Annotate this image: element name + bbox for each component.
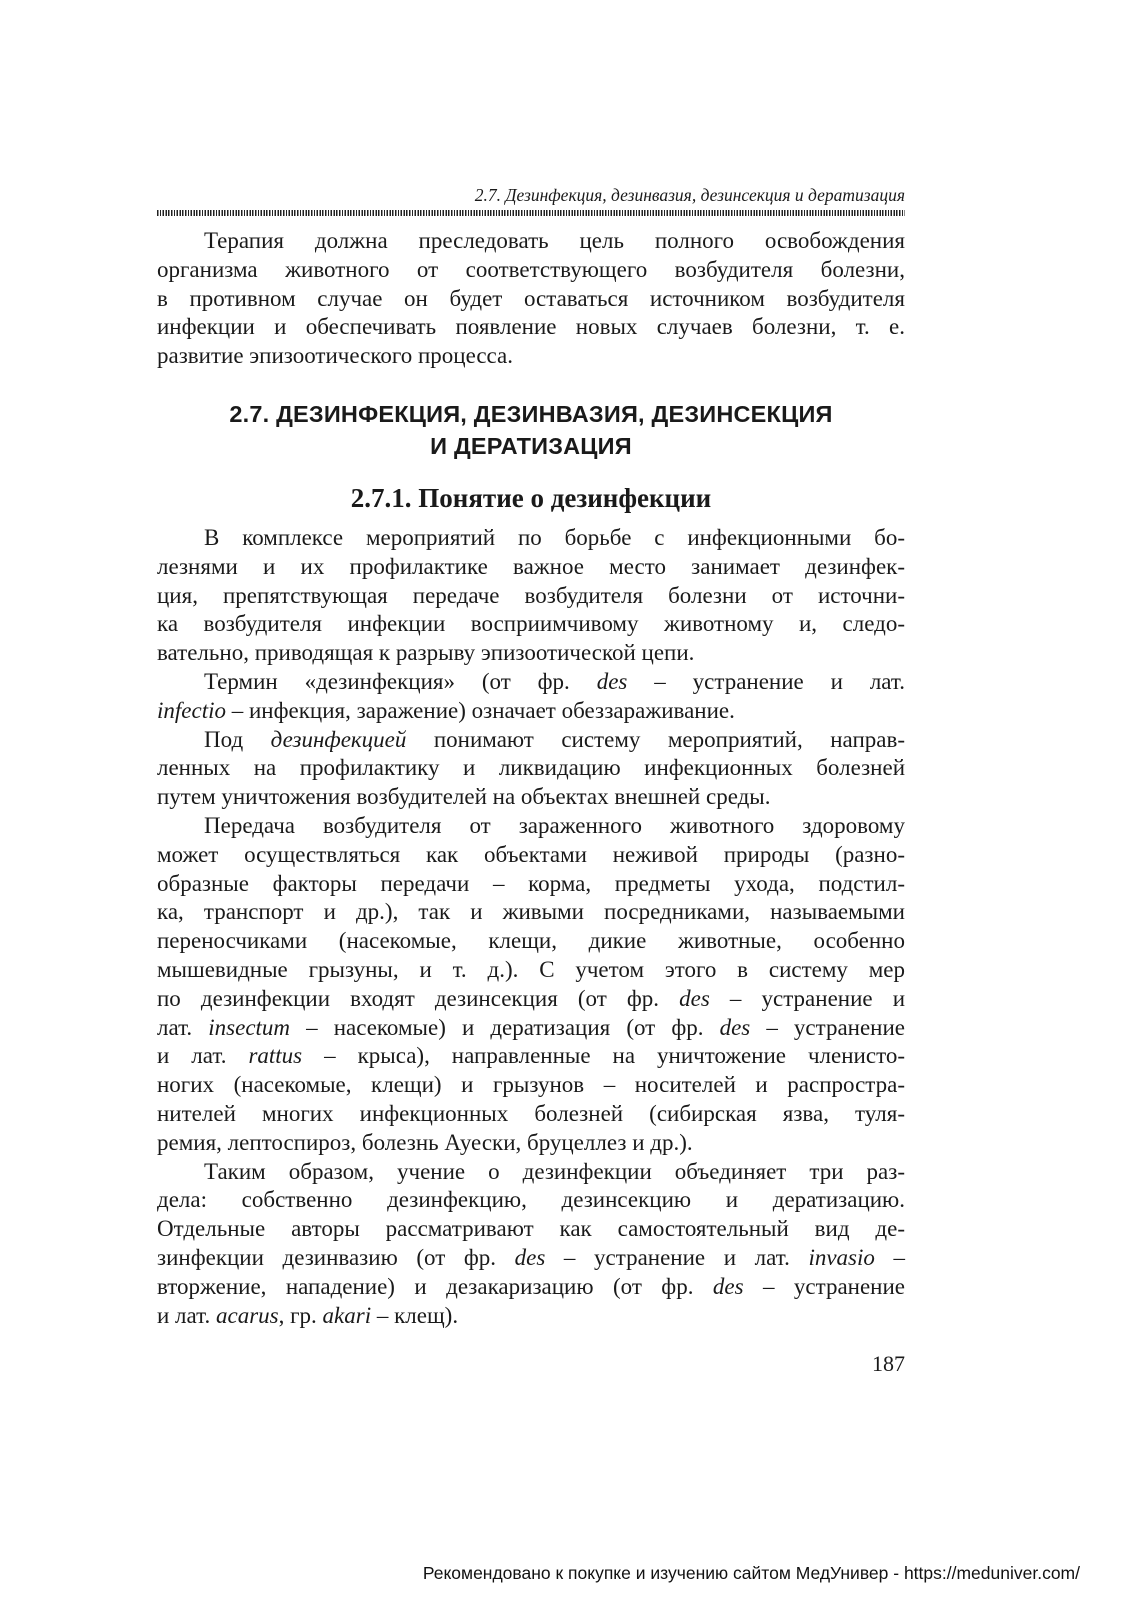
text-line: и лат. rattus – крыса), направленные на уничтожение членисто- [157, 1043, 905, 1069]
text-line: ногих (насекомые, клещи) и грызунов – носителей и распростра- [157, 1072, 905, 1098]
latin-term: des [514, 1244, 546, 1270]
header-rule [157, 210, 905, 216]
text-line: ка, транспорт и др.), так и живыми посредниками, называемыми [157, 899, 905, 925]
text-line: может осуществляться как объектами неживой природы (разно- [157, 841, 905, 867]
latin-term: infectio [157, 697, 226, 723]
latin-term: invasio [808, 1244, 875, 1270]
latin-term: insectum [208, 1014, 291, 1040]
section-heading [157, 398, 905, 462]
text-line: Терапия должна преследовать цель полного освобождения [204, 228, 905, 253]
text-line: нителей многих инфекционных болезней (сибирская язва, туля- [157, 1100, 905, 1126]
latin-term: des [596, 668, 628, 694]
page-number: 187 [872, 1351, 905, 1376]
text-line: ка возбудителя инфекции восприимчивому животному и, следо- [157, 611, 905, 637]
text-line: мышевидные грызуны, и т. д.). С учетом этого в систему мер [157, 956, 905, 982]
text-line: образные факторы передачи – корма, предметы ухода, подстил- [157, 870, 905, 896]
text-line: Передача возбудителя от зараженного животного здоровому [204, 812, 905, 838]
subsection-heading: 2.7.1. Понятие о дезинфекции [350, 483, 712, 513]
text-line: организма животного от соответствующего возбудителя болезни, [157, 256, 905, 282]
text-line: инфекции и обеспечивать появление новых случаев болезни, т. е. [157, 314, 905, 340]
latin-term: acarus [215, 1302, 279, 1328]
text-line: ция, препятствующая передаче возбудителя болезни от источни- [157, 582, 905, 608]
text-line: ленных на профилактику и ликвидацию инфекционных болезней [157, 755, 905, 781]
text-line: Отдельные авторы рассматривают как самостоятельный вид де- [157, 1216, 905, 1242]
section-heading-line: И ДЕРАТИЗАЦИЯ [430, 433, 632, 459]
text-line: развитие эпизоотического процесса. [157, 343, 514, 369]
text-line: В комплексе мероприятий по борьбе с инфекционными бо- [204, 525, 905, 550]
latin-term: des [719, 1014, 751, 1040]
greek-term: akari [322, 1302, 372, 1328]
body-text [157, 524, 905, 1330]
intro-paragraph [157, 227, 905, 371]
text-line: Термин «дезинфекция» (от фр. des – устранение и лат. [204, 668, 905, 694]
latin-term: des [712, 1273, 744, 1299]
text-line: переносчиками (насекомые, клещи, дикие животные, особенно [157, 928, 905, 954]
emphasized-term: дезинфекцией [270, 726, 407, 752]
text-line: infectio – инфекция, заражение) означает обеззараживание. [157, 697, 735, 723]
section-heading-line: 2.7. ДЕЗИНФЕКЦИЯ, ДЕЗИНВАЗИЯ, ДЕЗИНСЕКЦИЯ [229, 401, 833, 427]
text-line: в противном случае он будет оставаться источником возбудителя [157, 285, 905, 311]
text-line: по дезинфекции входят дезинсекция (от фр. des – устранение и [157, 985, 906, 1011]
latin-term: rattus [248, 1043, 303, 1069]
text-line: зинфекции дезинвазию (от фр. des – устранение и лат. invasio – [157, 1244, 905, 1270]
text-line: Под дезинфекцией понимают систему мероприятий, направ- [204, 726, 905, 752]
text-line: вательно, приводящая к разрыву эпизоотической цепи. [157, 640, 695, 666]
text-line: и лат. acarus, гр. akari – клещ). [157, 1302, 459, 1328]
text-line: лезнями и их профилактике важное место занимает дезинфек- [157, 553, 905, 579]
text-line: лат. insectum – насекомые) и дератизация (от фр. des – устранение [157, 1014, 906, 1040]
text-line: дела: собственно дезинфекцию, дезинсекцию и дератизацию. [157, 1187, 905, 1213]
footer-note: Рекомендовано к покупке и изучению сайтом МедУнивер - https://meduniver.com/ [422, 1563, 1080, 1583]
text-line: вторжение, нападение) и дезакаризацию (от фр. des – устранение [157, 1273, 906, 1299]
running-head: 2.7. Дезинфекция, дезинвазия, дезинсекция и дератизация [474, 185, 905, 205]
text-line: ремия, лептоспироз, болезнь Ауески, бруцеллез и др.). [157, 1129, 693, 1155]
text-line: путем уничтожения возбудителей на объектах внешней среды. [157, 784, 771, 810]
text-line: Таким образом, учение о дезинфекции объединяет три раз- [204, 1158, 905, 1184]
latin-term: des [679, 985, 710, 1011]
